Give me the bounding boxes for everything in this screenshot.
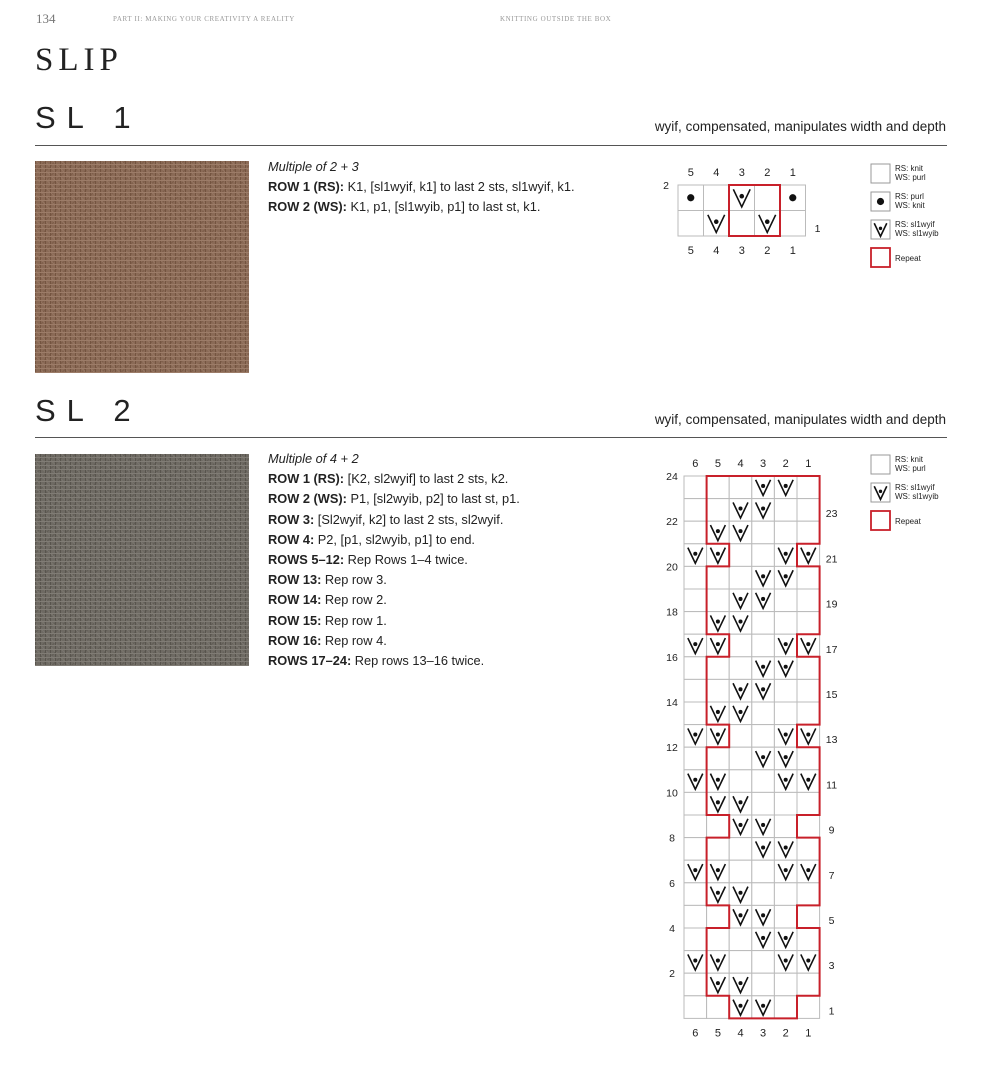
chart-cell	[752, 770, 775, 793]
purl-icon	[789, 194, 796, 201]
chart-cell	[797, 702, 820, 725]
section-heading-sl1: SL 1	[35, 100, 142, 135]
chart-cell	[707, 702, 730, 725]
row-number: 1	[828, 1005, 835, 1018]
legend-item-knit	[871, 164, 926, 183]
stitch-multiple	[268, 157, 648, 177]
chart-cell	[780, 211, 806, 237]
instruction-row	[268, 469, 648, 489]
row-number: 3	[828, 960, 835, 973]
chart-cell	[684, 499, 707, 522]
chart-cell	[797, 657, 820, 680]
chart-cell	[684, 544, 707, 567]
chart-cell	[752, 838, 775, 861]
chart-cell	[755, 185, 781, 211]
chart-cell	[729, 792, 752, 815]
chart-cell	[684, 725, 707, 748]
chart-cell	[752, 476, 775, 499]
chart-cell	[752, 612, 775, 635]
chart-cell	[678, 185, 704, 211]
chart-cell	[729, 725, 752, 748]
legend-item-slip	[871, 220, 939, 239]
chart-cell	[774, 612, 797, 635]
chart-cell	[774, 544, 797, 567]
chart-cell	[684, 996, 707, 1019]
chart-cell	[752, 747, 775, 770]
row-number: 21	[825, 553, 838, 566]
row-label: ROW 4:	[268, 531, 315, 547]
instructions-sl2	[268, 449, 648, 671]
chart-cell	[729, 838, 752, 861]
chart-cell	[684, 860, 707, 883]
chart-cell	[707, 544, 730, 567]
chart-cell	[707, 973, 730, 996]
chart-cell	[752, 499, 775, 522]
chart-cell	[729, 589, 752, 612]
chart-cell	[729, 544, 752, 567]
chart-cell	[774, 883, 797, 906]
column-number: 3	[760, 458, 767, 470]
instruction-row	[268, 510, 648, 530]
row-number: 20	[666, 561, 678, 574]
row-number: 23	[825, 508, 838, 521]
chart-cell	[774, 679, 797, 702]
row-label: ROWS 17–24:	[268, 653, 352, 669]
instruction-row	[268, 530, 648, 550]
chart-cell	[797, 725, 820, 748]
chart-cell	[752, 883, 775, 906]
swatch-photo-sl2	[35, 454, 249, 666]
chart-cell	[684, 634, 707, 657]
section-heading-sl2: SL 2	[35, 393, 142, 428]
instruction-row	[268, 631, 648, 651]
chart-cell	[729, 996, 752, 1019]
row-number: 12	[666, 742, 678, 755]
row-text: [K2, sl2wyif] to last 2 sts, k2.	[344, 471, 509, 487]
legend-label: Repeat	[895, 254, 921, 263]
chart-cell	[684, 973, 707, 996]
legend-label: RS: knit	[895, 164, 924, 173]
chart-cell	[797, 679, 820, 702]
chart-cell	[707, 815, 730, 838]
chart-cell	[752, 566, 775, 589]
chart-cell	[797, 951, 820, 974]
chart-cell	[774, 860, 797, 883]
instruction-row	[268, 651, 648, 671]
section-subtitle-sl2: wyif, compensated, manipulates width and depth	[654, 412, 946, 427]
row-text: Rep rows 13–16 twice.	[351, 653, 485, 669]
chart-cell	[684, 770, 707, 793]
chart-cell	[707, 928, 730, 951]
chart-cell	[774, 476, 797, 499]
chart-cell	[707, 657, 730, 680]
chart-cell	[729, 679, 752, 702]
legend-label: RS: sl1wyif	[895, 483, 935, 492]
chart-cell	[707, 860, 730, 883]
row-text: Rep row 1.	[321, 612, 387, 628]
chart-cell	[774, 996, 797, 1019]
chart-cell	[797, 521, 820, 544]
chart-cell	[684, 905, 707, 928]
column-number: 3	[760, 1027, 767, 1040]
chart-cell	[797, 815, 820, 838]
row-label: ROW 16:	[268, 632, 322, 648]
row-text: P1, [sl2wyib, p2] to last st, p1.	[346, 491, 520, 507]
column-number: 1	[789, 245, 796, 257]
chart-cell	[774, 951, 797, 974]
row-text: Rep row 2.	[321, 592, 387, 608]
row-label: ROW 1 (RS):	[268, 179, 345, 195]
chart-cell	[752, 725, 775, 748]
chart-cell	[729, 702, 752, 725]
row-number: 19	[825, 598, 838, 611]
row-number: 8	[669, 832, 675, 845]
chart-cell	[678, 211, 704, 237]
column-number: 5	[714, 458, 721, 470]
column-number: 1	[805, 458, 812, 470]
chart-cell	[707, 838, 730, 861]
row-number: 13	[825, 734, 838, 747]
chart-cell	[774, 905, 797, 928]
chart-cell	[752, 951, 775, 974]
column-number: 4	[737, 1027, 744, 1040]
row-text: Rep Rows 1–4 twice.	[344, 552, 468, 568]
row-number: 5	[828, 915, 835, 927]
chart-cell	[752, 634, 775, 657]
chart-cell	[684, 702, 707, 725]
row-number: 6	[669, 877, 675, 890]
row-text: Rep row 3.	[321, 572, 387, 588]
column-number: 4	[737, 458, 744, 470]
chart-cell	[729, 928, 752, 951]
instruction-row	[268, 197, 648, 217]
column-number: 2	[782, 458, 789, 470]
chart-cell	[707, 679, 730, 702]
chart-cell	[797, 476, 820, 499]
chart-cell	[755, 211, 781, 237]
row-label: ROW 14:	[268, 592, 322, 608]
chart-legend-sl1	[865, 158, 975, 273]
chart-cell	[707, 634, 730, 657]
chart-cell	[707, 905, 730, 928]
chart-cell	[684, 521, 707, 544]
chart-cell	[752, 860, 775, 883]
row-label: ROW 1 (RS):	[268, 471, 345, 487]
legend-item-repeat	[871, 248, 922, 267]
chart-cell	[780, 185, 806, 211]
swatch-photo-sl1	[35, 161, 249, 373]
legend-label: WS: purl	[895, 173, 926, 182]
chart-cell	[797, 544, 820, 567]
page-number: 134	[36, 11, 56, 26]
chart-cell	[729, 747, 752, 770]
chart-cell	[752, 928, 775, 951]
chart-cell	[704, 185, 730, 211]
row-label: ROWS 5–12:	[268, 552, 345, 568]
chart-cell	[684, 679, 707, 702]
chart-cell	[684, 951, 707, 974]
chart-cell	[797, 905, 820, 928]
chart-cell	[752, 679, 775, 702]
chart-cell	[774, 499, 797, 522]
purl-icon	[877, 198, 884, 205]
chart-cell	[752, 905, 775, 928]
chart-cell	[684, 566, 707, 589]
chart-cell	[797, 589, 820, 612]
chart-cell	[729, 634, 752, 657]
chart-cell	[774, 634, 797, 657]
legend-label: RS: sl1wyif	[895, 220, 935, 229]
chart-cell	[797, 770, 820, 793]
column-number: 1	[805, 1027, 812, 1040]
chart-cell	[774, 521, 797, 544]
chart-cell	[707, 612, 730, 635]
chart-cell	[707, 566, 730, 589]
chart-cell	[774, 725, 797, 748]
chart-cell	[707, 499, 730, 522]
purl-icon	[687, 194, 694, 201]
chart-cell	[707, 770, 730, 793]
chart-cell	[684, 792, 707, 815]
chart-cell	[729, 860, 752, 883]
chart-cell	[707, 476, 730, 499]
chart-cell	[752, 815, 775, 838]
chart-cell	[684, 589, 707, 612]
chart-cell	[774, 928, 797, 951]
chart-cell	[774, 838, 797, 861]
section-divider	[35, 145, 947, 146]
chart-cell	[729, 521, 752, 544]
chart-cell	[774, 589, 797, 612]
instruction-row	[268, 570, 648, 590]
column-number: 2	[782, 1027, 789, 1040]
row-number: 2	[663, 180, 669, 192]
row-number: 2	[669, 968, 675, 981]
chart-cell	[684, 747, 707, 770]
chart-cell	[752, 544, 775, 567]
instruction-row	[268, 489, 648, 509]
chart-cell	[797, 883, 820, 906]
row-number: 1	[814, 223, 821, 235]
chart-cell	[797, 928, 820, 951]
row-number: 4	[669, 923, 675, 935]
stitch-multiple	[268, 449, 648, 469]
chart-cell	[774, 792, 797, 815]
chart-cell	[797, 860, 820, 883]
row-text: Multiple of 2 + 3	[268, 159, 359, 174]
row-text: K1, p1, [sl1wyib, p1] to last st, k1.	[346, 199, 541, 215]
chart-cell	[729, 185, 755, 211]
row-number: 10	[666, 787, 678, 800]
column-number: 1	[789, 167, 796, 179]
row-number: 11	[826, 779, 838, 792]
chart-cell	[752, 996, 775, 1019]
instruction-row	[268, 177, 648, 197]
legend-item-slip	[871, 483, 939, 502]
chart-cell	[684, 476, 707, 499]
chart-cell	[707, 792, 730, 815]
chart-cell	[797, 634, 820, 657]
column-number: 4	[713, 245, 720, 257]
chart-cell	[707, 521, 730, 544]
chart-cell	[774, 770, 797, 793]
stitch-chart-sl1	[640, 155, 840, 270]
chart-cell	[774, 747, 797, 770]
legend-label: RS: purl	[895, 192, 924, 201]
chart-cell	[684, 657, 707, 680]
legend-label: WS: sl1wyib	[895, 492, 939, 501]
column-number: 5	[687, 245, 694, 257]
legend-item-purl	[871, 192, 926, 211]
row-number: 18	[666, 606, 678, 619]
chart-cell	[707, 725, 730, 748]
chart-cell	[729, 951, 752, 974]
chart-cell	[684, 612, 707, 635]
column-number: 2	[764, 245, 771, 257]
row-label: ROW 13:	[268, 572, 322, 588]
chart-cell	[729, 657, 752, 680]
row-number: 24	[666, 471, 678, 483]
chart-cell	[729, 612, 752, 635]
row-number: 9	[828, 824, 835, 837]
chart-cell	[684, 928, 707, 951]
column-number: 5	[714, 1027, 721, 1040]
section-subtitle-sl1: wyif, compensated, manipulates width and depth	[654, 119, 946, 134]
stitch-chart-sl2	[645, 450, 850, 1045]
row-text: [Sl2wyif, k2] to last 2 sts, sl2wyif.	[314, 511, 504, 527]
chart-cell	[774, 702, 797, 725]
instruction-row	[268, 590, 648, 610]
chart-cell	[729, 770, 752, 793]
row-label: ROW 2 (WS):	[268, 199, 347, 215]
column-number: 6	[692, 1027, 699, 1040]
chart-cell	[729, 973, 752, 996]
chart-cell	[752, 702, 775, 725]
row-text: Rep row 4.	[321, 632, 387, 648]
legend-label: WS: knit	[895, 201, 925, 210]
chart-cell	[752, 589, 775, 612]
chart-cell	[774, 815, 797, 838]
chart-cell	[797, 838, 820, 861]
row-number: 22	[666, 516, 678, 529]
chart-cell	[707, 996, 730, 1019]
row-text: P2, [p1, sl2wyib, p1] to end.	[314, 531, 475, 547]
instruction-row	[268, 611, 648, 631]
section-divider	[35, 437, 947, 438]
chart-cell	[797, 566, 820, 589]
row-number: 14	[666, 697, 678, 709]
chart-cell	[704, 211, 730, 237]
instruction-row	[268, 550, 648, 570]
chart-cell	[797, 996, 820, 1019]
legend-item-repeat	[871, 511, 922, 530]
column-number: 3	[738, 245, 745, 257]
chart-cell	[752, 792, 775, 815]
instructions-sl1	[268, 157, 648, 218]
row-text: K1, [sl1wyif, k1] to last 2 sts, sl1wyif, k1.	[344, 179, 575, 195]
chart-cell	[752, 973, 775, 996]
chart-cell	[774, 973, 797, 996]
chart-cell	[729, 211, 755, 237]
chart-cell	[707, 951, 730, 974]
row-label: ROW 3:	[268, 511, 315, 527]
row-label: ROW 15:	[268, 612, 322, 628]
chart-cell	[684, 883, 707, 906]
row-number: 17	[825, 643, 838, 656]
chart-cell	[752, 521, 775, 544]
chart-cell	[729, 566, 752, 589]
running-header-part: PART II: MAKING YOUR CREATIVITY A REALITY	[113, 15, 295, 23]
legend-label: WS: sl1wyib	[895, 229, 939, 238]
page-title: SLIP	[35, 42, 123, 78]
running-header-book: KNITTING OUTSIDE THE BOX	[500, 15, 612, 23]
chart-cell	[797, 973, 820, 996]
chart-cell	[797, 612, 820, 635]
chart-cell	[774, 657, 797, 680]
chart-cell	[729, 815, 752, 838]
row-number: 16	[666, 651, 678, 664]
legend-item-knit	[871, 455, 926, 474]
chart-cell	[752, 657, 775, 680]
column-number: 3	[738, 167, 745, 179]
chart-cell	[797, 747, 820, 770]
column-number: 6	[692, 458, 699, 470]
chart-cell	[797, 792, 820, 815]
chart-cell	[797, 499, 820, 522]
row-number: 15	[825, 689, 838, 701]
chart-cell	[729, 905, 752, 928]
column-number: 2	[764, 167, 771, 179]
column-number: 4	[713, 167, 720, 179]
chart-cell	[684, 838, 707, 861]
chart-cell	[684, 815, 707, 838]
legend-label: RS: knit	[895, 455, 924, 464]
chart-cell	[774, 566, 797, 589]
legend-label: WS: purl	[895, 464, 926, 473]
chart-cell	[707, 589, 730, 612]
chart-cell	[729, 499, 752, 522]
column-number: 5	[687, 167, 694, 179]
chart-legend-sl2	[865, 449, 975, 549]
chart-cell	[729, 476, 752, 499]
row-text: Multiple of 4 + 2	[268, 451, 359, 466]
chart-cell	[707, 747, 730, 770]
legend-label: Repeat	[895, 517, 921, 526]
row-label: ROW 2 (WS):	[268, 491, 347, 507]
chart-cell	[707, 883, 730, 906]
chart-cell	[729, 883, 752, 906]
row-number: 7	[828, 869, 835, 882]
